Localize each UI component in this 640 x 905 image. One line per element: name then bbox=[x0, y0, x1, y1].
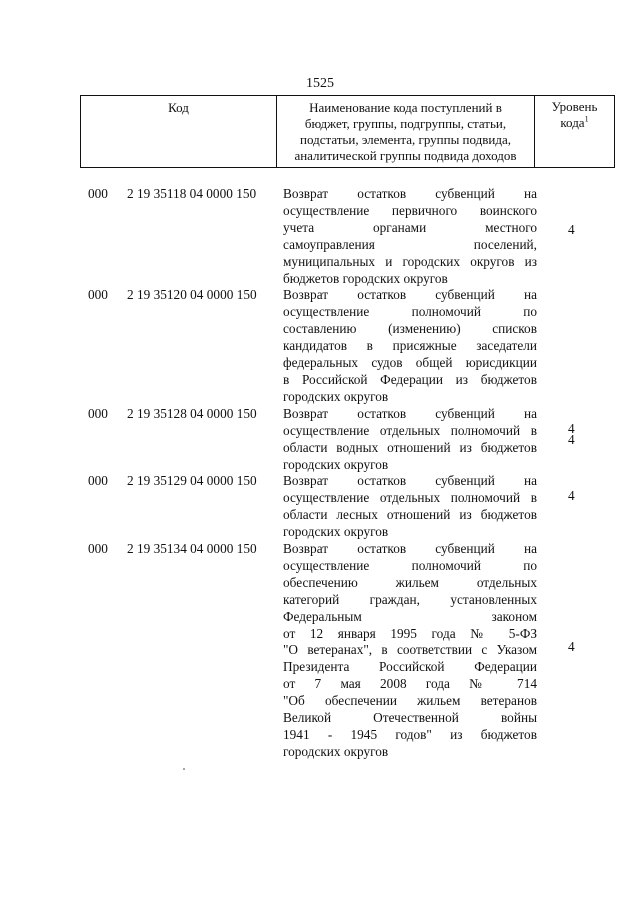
row-prefix: 000 bbox=[88, 287, 108, 303]
header-name-line: бюджет, группы, подгруппы, статьи, bbox=[304, 116, 507, 131]
row-name-line: "Об обеспечении жильем ветеранов bbox=[283, 693, 537, 709]
header-name-line: подстатьи, элемента, группы подвида, bbox=[300, 132, 511, 147]
row-name-line: обеспечению жильем отдельных bbox=[283, 574, 537, 590]
row-name-line: городских округов bbox=[283, 524, 389, 540]
row-prefix: 000 bbox=[88, 473, 108, 489]
row-code: 2 19 35128 04 0000 150 bbox=[127, 405, 257, 421]
row-name-line: области лесных отношений из бюджетов bbox=[283, 507, 537, 523]
row-prefix: 000 bbox=[88, 405, 108, 421]
row-name-line: кандидатов в присяжные заседатели bbox=[283, 338, 537, 354]
row-name bbox=[283, 287, 537, 405]
header-name-line: Наименование кода поступлений в bbox=[309, 100, 502, 115]
row-name-line: осуществление полномочий по bbox=[283, 304, 537, 320]
row-name-line: в Российской Федерации из бюджетов bbox=[283, 371, 537, 387]
table-row bbox=[0, 473, 640, 541]
row-name-line: Президента Российской Федерации bbox=[283, 659, 537, 675]
table-header bbox=[80, 95, 615, 168]
row-name-line: Возврат остатков субвенций на bbox=[283, 405, 537, 421]
row-name-line: Федеральным законом bbox=[283, 608, 537, 624]
row-name-line: бюджетов городских округов bbox=[283, 270, 448, 286]
header-name bbox=[277, 96, 535, 167]
row-name-line: категорий граждан, установленных bbox=[283, 591, 537, 607]
header-level-line: Уровень bbox=[551, 99, 598, 114]
row-name-line: городских округов bbox=[283, 743, 389, 759]
row-name-line: осуществление отдельных полномочий в bbox=[283, 490, 537, 506]
row-name-line: осуществление отдельных полномочий в bbox=[283, 422, 537, 438]
row-name-line: "О ветеранах", в соответствии с Указом bbox=[283, 642, 537, 658]
row-name bbox=[283, 541, 537, 761]
row-code: 2 19 35134 04 0000 150 bbox=[127, 541, 257, 557]
row-name-line: городских округов bbox=[283, 388, 389, 404]
header-level-line bbox=[537, 115, 612, 131]
header-level-text: кода bbox=[560, 115, 585, 130]
row-name-line: самоуправления поселений, bbox=[283, 236, 537, 252]
row-name-line: учета органами местного bbox=[283, 219, 537, 235]
row-name-line: осуществление полномочий по bbox=[283, 557, 537, 573]
row-level: 4 bbox=[568, 432, 575, 448]
row-name-line: Великой Отечественной войны bbox=[283, 710, 537, 726]
row-name bbox=[283, 473, 537, 541]
row-code: 2 19 35120 04 0000 150 bbox=[127, 287, 257, 303]
header-name-line: аналитической группы подвида доходов bbox=[294, 148, 517, 163]
row-name-line: осуществление первичного воинского bbox=[283, 202, 537, 218]
row-name-line: Возврат остатков субвенций на bbox=[283, 186, 537, 201]
row-name-line: области водных отношений из бюджетов bbox=[283, 439, 537, 455]
row-name bbox=[283, 406, 537, 474]
row-level: 4 bbox=[568, 420, 575, 436]
row-name-line: Возврат остатков субвенций на bbox=[283, 473, 537, 489]
row-level: 4 bbox=[568, 639, 575, 655]
header-code: Код bbox=[81, 96, 277, 167]
row-name-line: 1941 - 1945 годов" из бюджетов bbox=[283, 727, 537, 742]
row-prefix: 000 bbox=[88, 186, 108, 201]
scan-speck bbox=[183, 768, 185, 770]
row-name-line: городских округов bbox=[283, 456, 389, 472]
header-level bbox=[535, 96, 614, 167]
row-name-line: от 12 января 1995 года № 5-ФЗ bbox=[283, 625, 537, 641]
row-name-line: федеральных судов общей юрисдикции bbox=[283, 355, 537, 371]
row-level: 4 bbox=[568, 222, 575, 237]
row-name-line: Возврат остатков субвенций на bbox=[283, 287, 537, 303]
table-row bbox=[0, 186, 640, 287]
row-level: 4 bbox=[568, 488, 575, 504]
row-name-line: Возврат остатков субвенций на bbox=[283, 541, 537, 557]
row-name-line: муниципальных и городских округов из bbox=[283, 253, 537, 269]
page-number: 1525 bbox=[306, 76, 334, 91]
row-name bbox=[283, 186, 537, 287]
row-prefix: 000 bbox=[88, 541, 108, 557]
row-name-line: от 7 мая 2008 года № 714 bbox=[283, 676, 537, 692]
row-name-line: составлению (изменению) списков bbox=[283, 321, 537, 337]
table-row bbox=[0, 541, 640, 761]
table-row bbox=[0, 406, 640, 474]
table-body bbox=[0, 186, 640, 761]
footnote-marker: 1 bbox=[584, 114, 589, 124]
row-code: 2 19 35129 04 0000 150 bbox=[127, 473, 257, 489]
row-code: 2 19 35118 04 0000 150 bbox=[127, 186, 257, 201]
